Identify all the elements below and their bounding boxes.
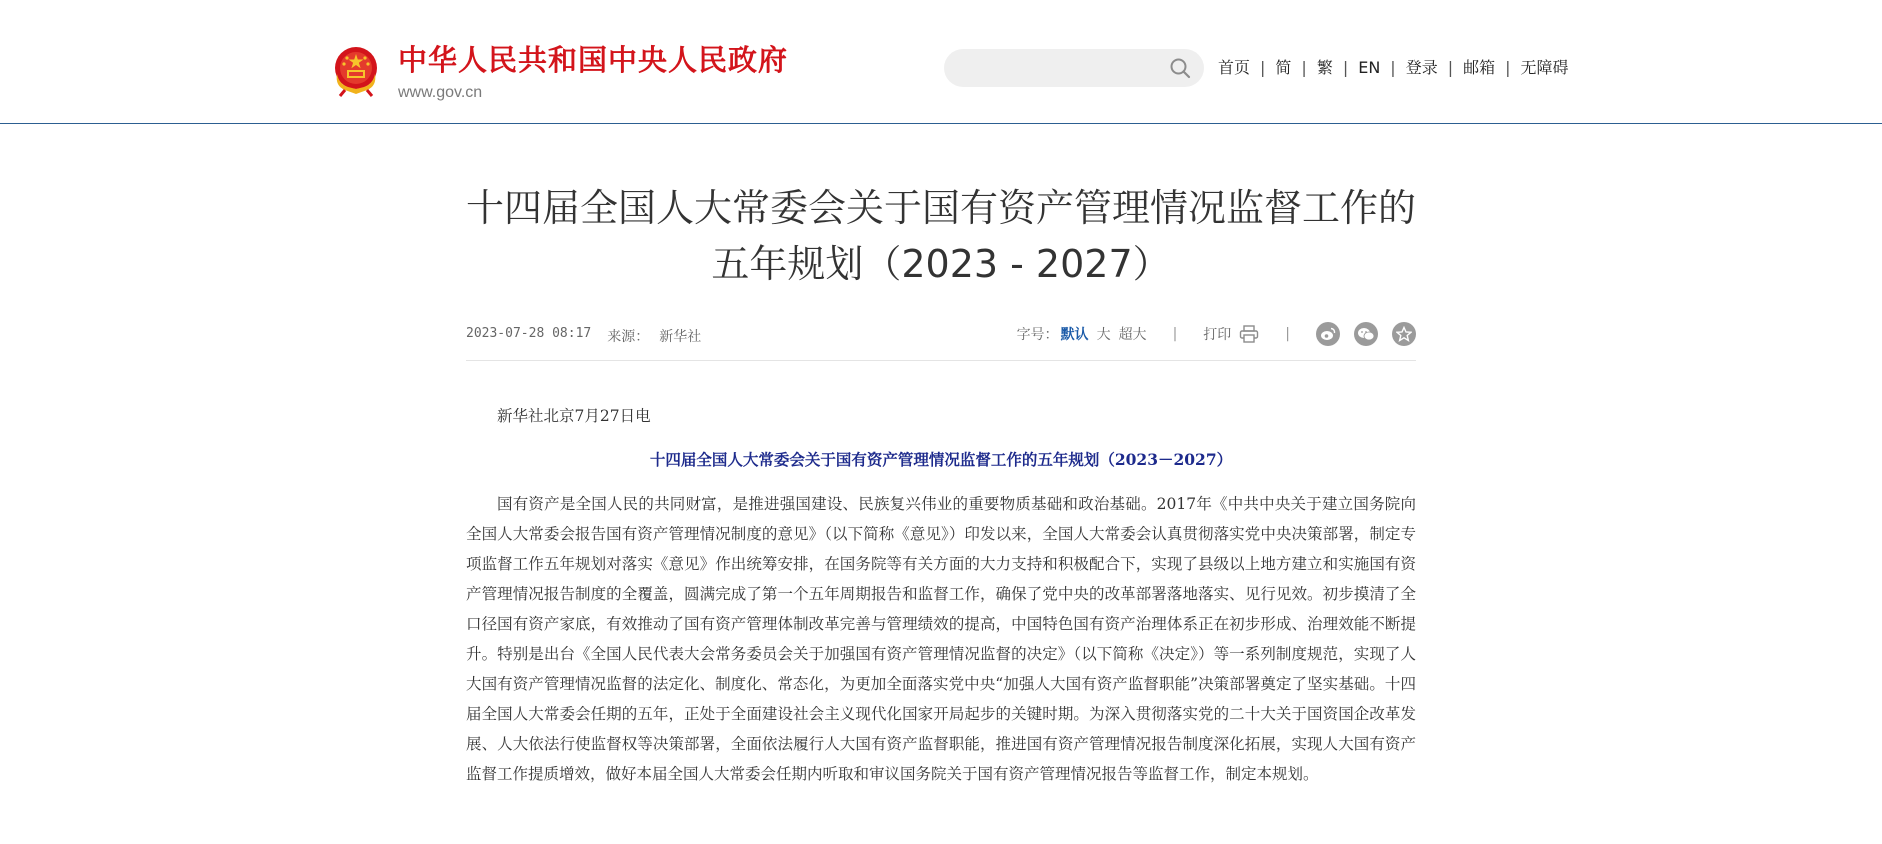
dateline: 新华社北京7月27日电 bbox=[497, 407, 651, 425]
font-size-large[interactable]: 大 bbox=[1096, 327, 1111, 343]
nav-separator: | bbox=[1342, 58, 1349, 77]
font-size-default[interactable]: 默认 bbox=[1060, 327, 1089, 343]
nav-separator: | bbox=[1260, 58, 1266, 77]
article-meta bbox=[466, 322, 1416, 361]
search-icon[interactable] bbox=[1169, 57, 1191, 79]
share-group bbox=[1316, 322, 1416, 346]
nav-separator: | bbox=[1505, 58, 1511, 77]
weibo-icon[interactable] bbox=[1316, 322, 1340, 346]
nav-mailbox[interactable]: 邮箱 bbox=[1463, 58, 1496, 77]
font-size-extra-large[interactable]: 超大 bbox=[1118, 327, 1147, 343]
nav-simplified[interactable]: 简 bbox=[1275, 58, 1292, 77]
print-label[interactable]: 打印 bbox=[1203, 327, 1232, 343]
top-nav bbox=[1218, 58, 1569, 78]
article-title bbox=[466, 180, 1416, 292]
publish-date: 2023-07-28 08:17 bbox=[466, 326, 592, 341]
site-logo[interactable] bbox=[331, 44, 788, 102]
nav-login[interactable]: 登录 bbox=[1405, 58, 1438, 77]
meta-separator: | bbox=[1285, 326, 1290, 342]
nav-home[interactable]: 首页 bbox=[1218, 58, 1251, 77]
site-title: 中华人民共和国中央人民政府 bbox=[398, 43, 789, 77]
site-header bbox=[0, 0, 1882, 124]
nav-separator: | bbox=[1390, 58, 1396, 77]
search-box[interactable] bbox=[944, 49, 1204, 87]
article-title-line2: 五年规划（2023 - 2027） bbox=[711, 242, 1171, 286]
article bbox=[466, 180, 1416, 789]
source-name: 新华社 bbox=[659, 329, 702, 345]
nav-separator: | bbox=[1301, 58, 1307, 77]
body-paragraph: 国有资产是全国人民的共同财富，是推进强国建设、民族复兴伟业的重要物质基础和政治基础。2017年《中共中央关于建立国务院向全国人大常委会报告国有资产管理情况制度的意见》（以下简称《意见》）印发以来，全国人大常委会认真贯彻落实党中央决策部署，制定专项监督工作五年规划对落实《意见》作出统筹安排，在国务院等有关方面的大力支持和积极配合下，实现了县级以上地方建立和实施国有资产管理情况报告制度的全覆盖，圆满完成了第一个五年周期报告和监督工作，确保了党中央的改革部署落地落实、见行见效。初步摸清了全口径国有资产家底，有效推动了国有资产管理体制改革完善与管理绩效的提高，中国特色国有资产治理体系正在初步形成、治理效能不断提升。特别是出台《全国人民代表大会常务委员会关于加强国有资产管理情况监督的决定》（以下简称《决定》）等一系列制度规范，实现了人大国有资产管理情况监督的法定化、制度化、常态化，为更加全面落实党中央“加强人大国有资产监督职能”决策部署奠定了坚实基础。十四届全国人大常委会任期的五年，正处于全面建设社会主义现代化国家开局起步的关键时期。为深入贯彻落实党的二十大关于国资国企改革发展、人大依法行使监督权等决策部署，全面依法履行人大国有资产监督职能，推进国有资产管理情况报告制度深化拓展，实现人大国有资产监督工作提质增效，做好本届全国人大常委会任期内听取和审议国务院关于国有资产管理情况报告等监督工作，制定本规划。 bbox=[466, 495, 1416, 783]
favorite-icon[interactable] bbox=[1392, 322, 1416, 346]
article-title-line1: 十四届全国人大常委会关于国有资产管理情况监督工作的 bbox=[466, 186, 1417, 230]
article-body bbox=[466, 401, 1416, 789]
site-url: www.gov.cn bbox=[398, 84, 483, 101]
print-icon[interactable] bbox=[1239, 325, 1259, 343]
nav-separator: | bbox=[1447, 58, 1454, 77]
wechat-icon[interactable] bbox=[1354, 322, 1378, 346]
source-label: 来源： bbox=[607, 329, 650, 345]
nav-traditional[interactable]: 繁 bbox=[1316, 58, 1333, 77]
meta-separator: | bbox=[1172, 326, 1178, 342]
nav-english[interactable]: EN bbox=[1358, 58, 1381, 77]
font-size-label: 字号： bbox=[1016, 327, 1059, 343]
article-subtitle: 十四届全国人大常委会关于国有资产管理情况监督工作的五年规划（2023－2027） bbox=[649, 450, 1233, 469]
nav-accessibility[interactable]: 无障碍 bbox=[1520, 58, 1569, 77]
national-emblem-icon bbox=[331, 44, 381, 97]
